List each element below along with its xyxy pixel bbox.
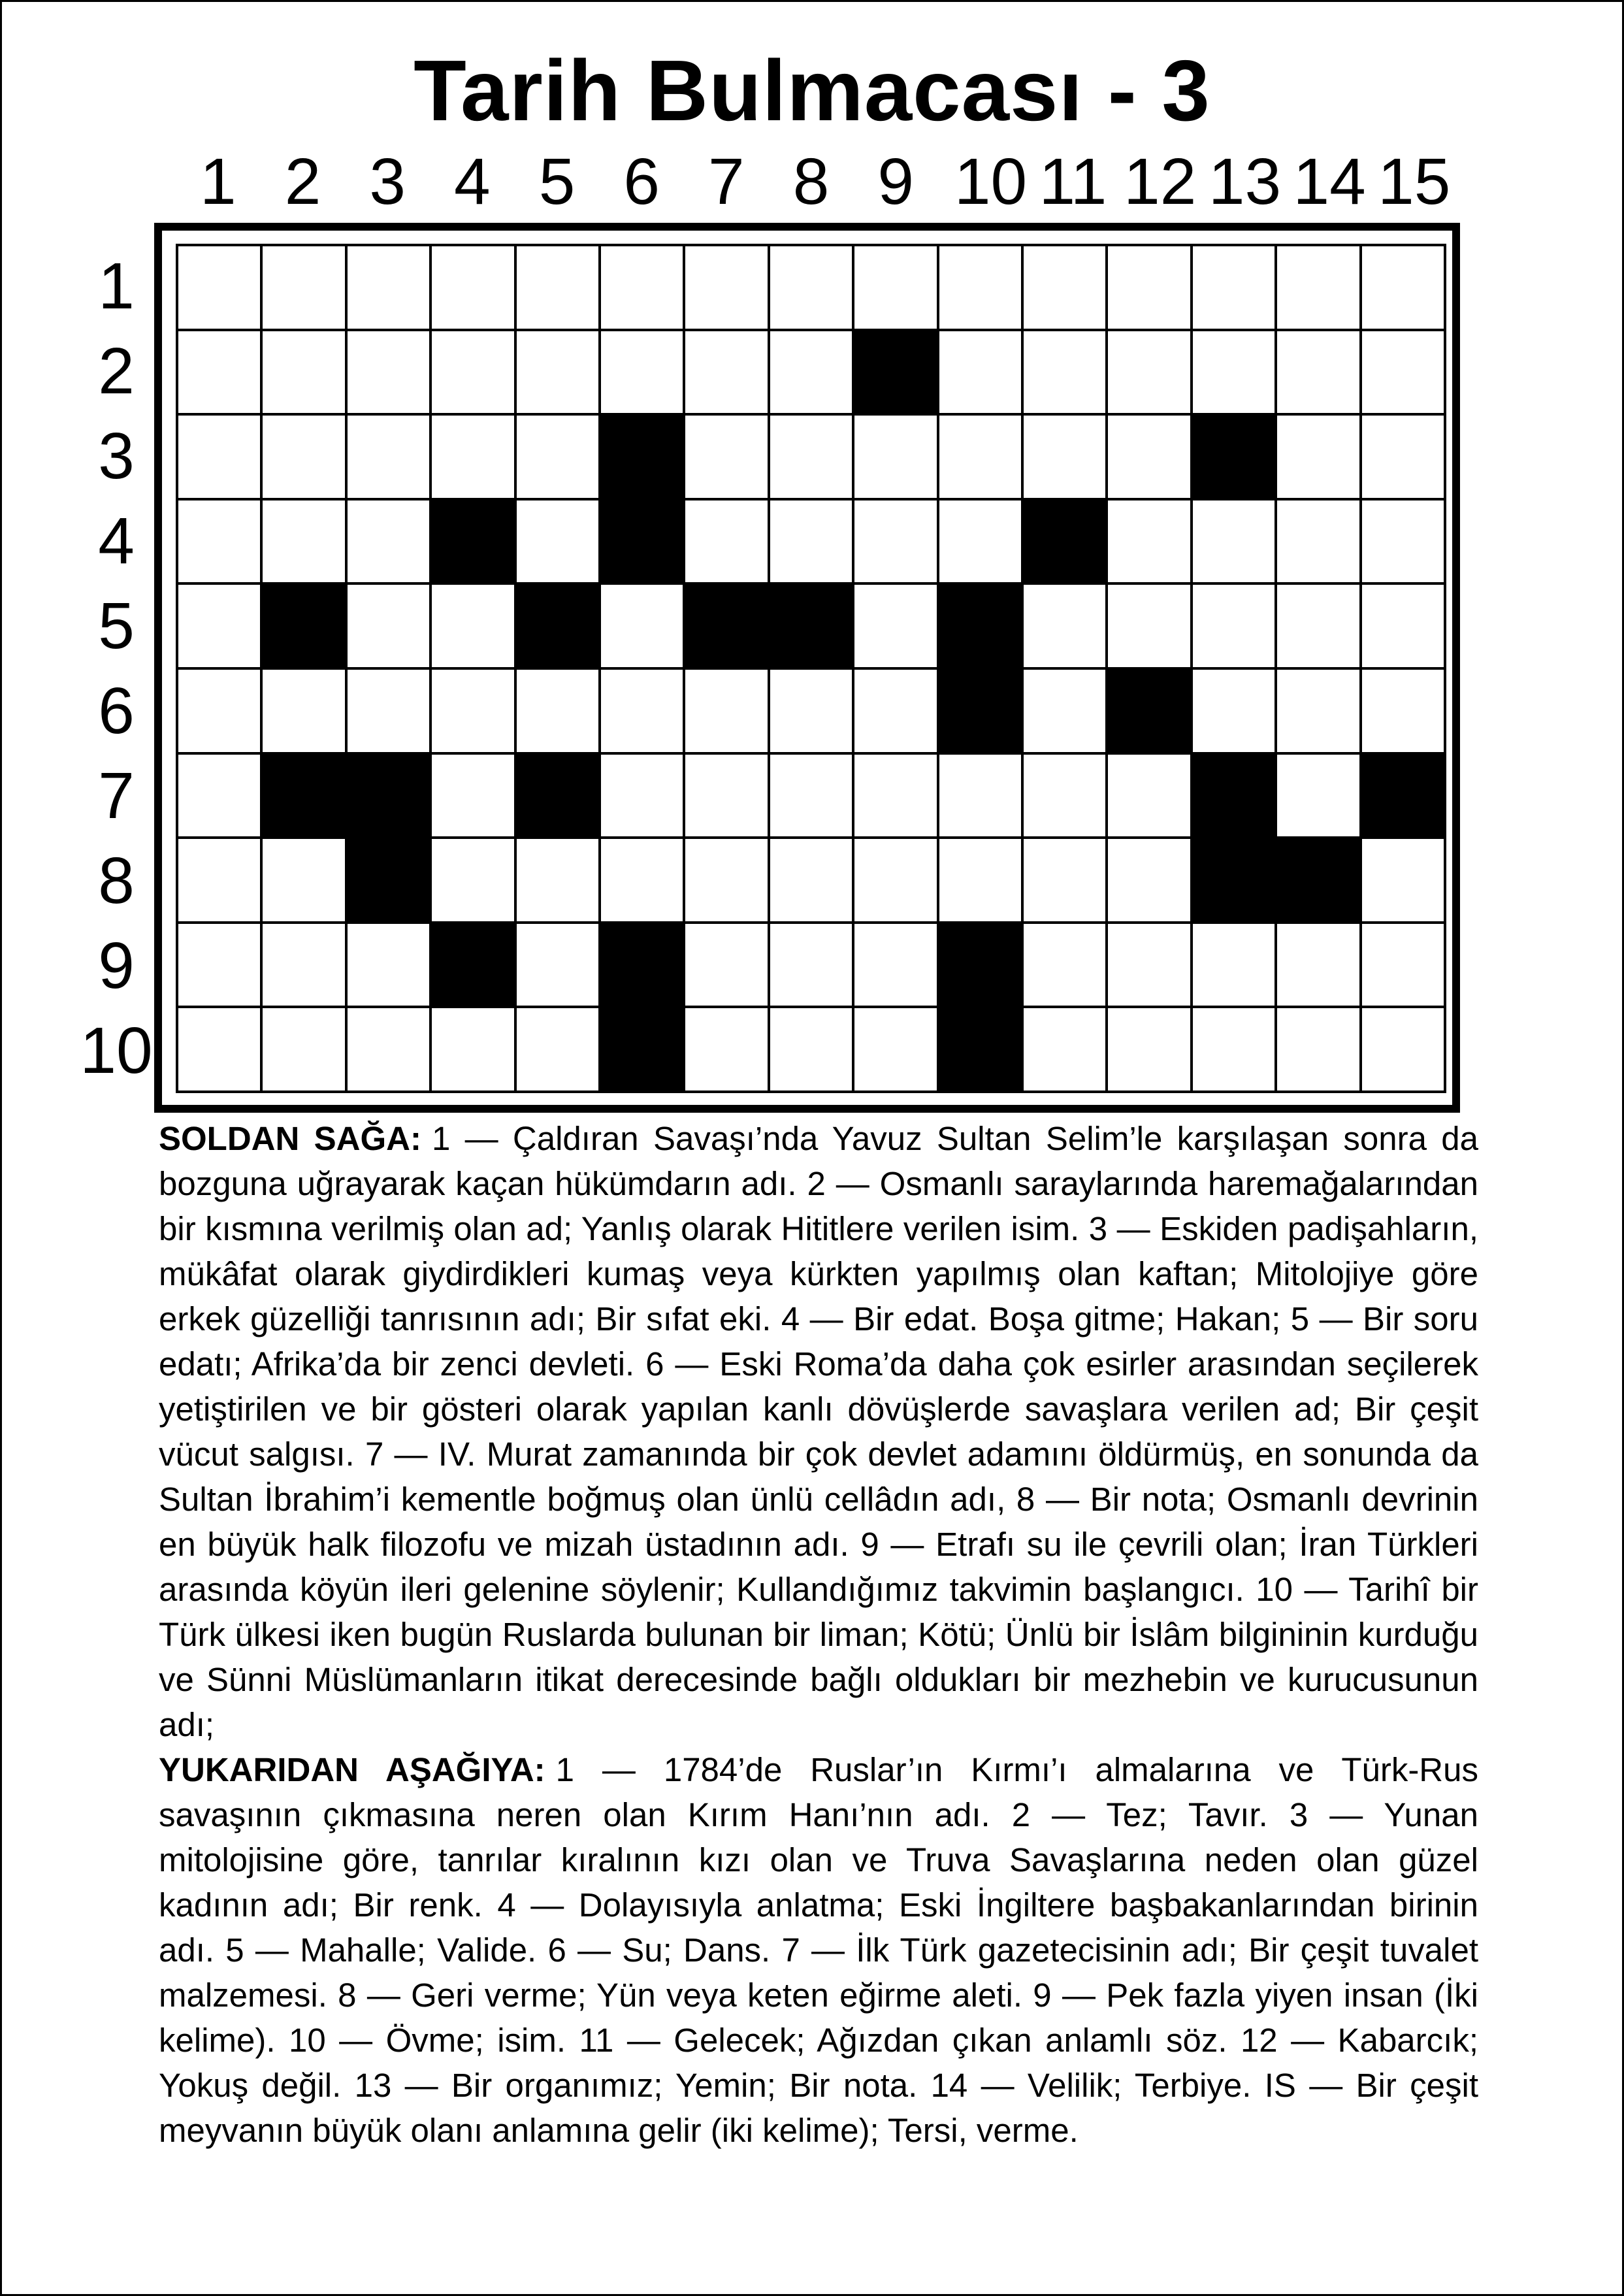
grid-cell[interactable]	[685, 670, 770, 755]
grid-cell[interactable]	[1024, 839, 1108, 924]
grid-cell[interactable]	[432, 839, 516, 924]
grid-cell[interactable]	[1108, 755, 1192, 840]
grid-cell[interactable]	[178, 924, 263, 1009]
grid-cell[interactable]	[178, 1008, 263, 1093]
grid-cell[interactable]	[1108, 839, 1192, 924]
column-number: 2	[284, 145, 321, 218]
grid-cell[interactable]	[1362, 585, 1446, 670]
grid-cell[interactable]	[854, 755, 939, 840]
row-number: 3	[98, 419, 135, 493]
grid-cell[interactable]	[348, 331, 432, 416]
clues-section	[159, 1116, 1478, 2153]
grid-cell[interactable]	[1362, 246, 1446, 331]
grid-cell[interactable]	[685, 416, 770, 500]
grid-cell-black	[854, 331, 939, 416]
grid-cell[interactable]	[1277, 585, 1361, 670]
grid-cell[interactable]	[601, 246, 685, 331]
grid-cell[interactable]	[854, 839, 939, 924]
grid-cell[interactable]	[854, 924, 939, 1009]
grid-cell[interactable]	[517, 500, 601, 585]
column-number: 3	[369, 145, 406, 218]
grid-cell[interactable]	[1277, 246, 1361, 331]
column-number: 1	[200, 145, 236, 218]
grid-cell[interactable]	[1277, 924, 1361, 1009]
grid-cell-black	[601, 416, 685, 500]
grid-cell-black	[939, 924, 1024, 1009]
grid-cell[interactable]	[1193, 246, 1277, 331]
grid-cell[interactable]	[854, 585, 939, 670]
column-number: 6	[623, 145, 660, 218]
grid-cell[interactable]	[1277, 331, 1361, 416]
grid-cell[interactable]	[178, 755, 263, 840]
grid-cell[interactable]	[178, 585, 263, 670]
grid-cell[interactable]	[432, 755, 516, 840]
grid-cell[interactable]	[1277, 670, 1361, 755]
grid-cell-black	[1193, 416, 1277, 500]
row-number: 5	[98, 589, 135, 663]
grid-cell[interactable]	[348, 670, 432, 755]
column-number: 13	[1208, 145, 1282, 218]
grid-cell[interactable]	[601, 331, 685, 416]
grid-cell[interactable]	[1193, 1008, 1277, 1093]
grid-cell-black	[601, 1008, 685, 1093]
column-number: 15	[1378, 145, 1451, 218]
grid-cell[interactable]	[1024, 755, 1108, 840]
grid-cell-black	[770, 585, 854, 670]
grid-cell[interactable]	[348, 924, 432, 1009]
grid-cell[interactable]	[432, 670, 516, 755]
grid-cell[interactable]	[1024, 1008, 1108, 1093]
puzzle-title: Tarih Bulmacası - 3	[414, 42, 1210, 139]
grid-cell-black	[348, 839, 432, 924]
grid-cell[interactable]	[1277, 500, 1361, 585]
grid-cell[interactable]	[685, 500, 770, 585]
grid-cell[interactable]	[263, 500, 347, 585]
grid-cell-black	[432, 500, 516, 585]
grid-cell[interactable]	[432, 585, 516, 670]
grid-cell[interactable]	[1108, 1008, 1192, 1093]
row-number: 2	[98, 335, 135, 408]
grid-cell-black	[263, 585, 347, 670]
grid-cell[interactable]	[1193, 670, 1277, 755]
grid-cell-black	[1024, 500, 1108, 585]
grid-cell[interactable]	[939, 500, 1024, 585]
grid-cell-black	[601, 500, 685, 585]
grid-cell[interactable]	[685, 331, 770, 416]
grid-cell[interactable]	[685, 1008, 770, 1093]
grid-cell-black	[263, 755, 347, 840]
grid-cell[interactable]	[770, 670, 854, 755]
grid-cell[interactable]	[178, 331, 263, 416]
grid-cell[interactable]	[432, 331, 516, 416]
row-number: 10	[80, 1014, 153, 1087]
grid-cell[interactable]	[1277, 416, 1361, 500]
grid-cell[interactable]	[854, 1008, 939, 1093]
grid-cell[interactable]	[854, 416, 939, 500]
grid-cell[interactable]	[348, 500, 432, 585]
grid-cell[interactable]	[770, 500, 854, 585]
grid-cell[interactable]	[178, 839, 263, 924]
grid-cell[interactable]	[348, 246, 432, 331]
grid-cell[interactable]	[939, 416, 1024, 500]
row-number: 7	[98, 759, 135, 832]
grid-cell[interactable]	[770, 331, 854, 416]
grid-cell-black	[939, 670, 1024, 755]
row-number: 8	[98, 844, 135, 917]
grid-cell[interactable]	[178, 416, 263, 500]
grid-cell[interactable]	[1108, 585, 1192, 670]
grid-cell-black	[601, 924, 685, 1009]
grid-cell-black	[517, 585, 601, 670]
grid-cell[interactable]	[1277, 1008, 1361, 1093]
column-number: 11	[1039, 145, 1107, 218]
grid-cell[interactable]	[1024, 670, 1108, 755]
grid-cell[interactable]	[1108, 416, 1192, 500]
grid-cell[interactable]	[939, 331, 1024, 416]
grid-cell[interactable]	[1024, 416, 1108, 500]
grid-cell[interactable]	[1024, 246, 1108, 331]
grid-cell-black	[432, 924, 516, 1009]
grid-cell[interactable]	[854, 670, 939, 755]
grid-cell[interactable]	[770, 416, 854, 500]
grid-cell[interactable]	[348, 416, 432, 500]
grid-cell[interactable]	[348, 1008, 432, 1093]
row-number: 9	[98, 929, 135, 1002]
grid-cell[interactable]	[517, 839, 601, 924]
grid-cell[interactable]	[601, 585, 685, 670]
grid-cell[interactable]	[432, 1008, 516, 1093]
grid-cell[interactable]	[178, 670, 263, 755]
grid-cell[interactable]	[1362, 500, 1446, 585]
grid-cell[interactable]	[1108, 246, 1192, 331]
grid-cell[interactable]	[854, 500, 939, 585]
grid-cell[interactable]	[517, 331, 601, 416]
grid-cell-black	[939, 585, 1024, 670]
column-number: 12	[1124, 145, 1197, 218]
crossword-grid	[176, 244, 1446, 1093]
column-number: 4	[454, 145, 491, 218]
grid-cell[interactable]	[432, 246, 516, 331]
grid-cell[interactable]	[770, 924, 854, 1009]
grid-cell[interactable]	[770, 839, 854, 924]
grid-cell[interactable]	[263, 331, 347, 416]
grid-cell[interactable]	[1108, 331, 1192, 416]
grid-cell[interactable]	[263, 924, 347, 1009]
grid-cell[interactable]	[939, 755, 1024, 840]
grid-cell[interactable]	[517, 246, 601, 331]
row-number: 4	[98, 504, 135, 578]
grid-cell[interactable]	[263, 1008, 347, 1093]
grid-cell[interactable]	[939, 246, 1024, 331]
grid-cell[interactable]	[685, 924, 770, 1009]
grid-cell[interactable]	[1193, 924, 1277, 1009]
grid-cell[interactable]	[517, 670, 601, 755]
grid-cell[interactable]	[685, 755, 770, 840]
grid-cell[interactable]	[178, 500, 263, 585]
grid-cell[interactable]	[1193, 331, 1277, 416]
column-number: 10	[954, 145, 1028, 218]
across-clues	[159, 1116, 1478, 1747]
grid-cell[interactable]	[1108, 924, 1192, 1009]
grid-cell[interactable]	[601, 839, 685, 924]
grid-cell[interactable]	[263, 246, 347, 331]
grid-cell[interactable]	[1024, 924, 1108, 1009]
grid-cell[interactable]	[263, 670, 347, 755]
grid-cell-black	[1108, 670, 1192, 755]
grid-cell[interactable]	[1362, 924, 1446, 1009]
grid-cell-black	[939, 1008, 1024, 1093]
across-clue-text: 1 — Çaldıran Savaşı’nda Yavuz Sultan Selim’le karşılaşan sonra da bozguna uğrayarak kaçan hükümdarın adı. 2 — Osmanlı saraylarında haremağalarından bir kısmına verilmiş olan ad; Yanlış olarak Hititlere verilen isim. 3 — Eskiden padişahların, mükâfat olarak giydirdikleri kumaş veya kürkten yapılmış olan kaftan; Mitolojiye göre erkek güzelliği tanrısının adı; Bir sıfat eki. 4 — Bir edat. Boşa gitme; Hakan; 5 — Bir soru edatı; Afrika’da bir zenci devleti. 6 — Eski Roma’da daha çok esirler arasından seçilerek yetiştirilen ve bir gösteri olarak yapılan kanlı dövüşlerde savaşlara verilen ad; Bir çeşit vücut salgısı. 7 — IV. Murat zamanında bir çok devlet adamını öldürmüş, en sonunda da Sultan İbrahim’i kementle boğmuş olan ünlü cellâdın adı, 8 — Bir nota; Osmanlı devrinin en büyük halk filozofu ve mizah üstadının adı. 9 — Etrafı su ile çevrili olan; İran Türkleri arasında köyün ileri gelenine söylenir; Kullandığımız takvimin başlangıcı. 10 — Tarihî bir Türk ülkesi iken bugün Ruslarda bulunan bir liman; Kötü; Ünlü bir İslâm bilgininin kurduğu ve Sünni Müslümanların itikat derecesinde bağlı oldukları bir mezhebin ve kurucusunun adı;	[159, 1120, 1478, 1743]
grid-cell-black	[348, 755, 432, 840]
grid-cell-black	[1193, 839, 1277, 924]
grid-cell[interactable]	[517, 924, 601, 1009]
column-number: 5	[538, 145, 576, 218]
grid-cell[interactable]	[1362, 1008, 1446, 1093]
column-number: 8	[792, 145, 830, 218]
row-number: 1	[98, 250, 135, 323]
grid-cell[interactable]	[178, 246, 263, 331]
grid-cell[interactable]	[854, 246, 939, 331]
grid-cell-black	[1277, 839, 1361, 924]
grid-cell[interactable]	[263, 839, 347, 924]
row-number: 6	[98, 674, 135, 747]
grid-cell[interactable]	[1362, 416, 1446, 500]
grid-cell[interactable]	[263, 416, 347, 500]
column-number: 7	[708, 145, 745, 218]
grid-cell[interactable]	[685, 839, 770, 924]
grid-cell[interactable]	[1362, 839, 1446, 924]
grid-cell-black	[517, 755, 601, 840]
down-clue-text: 1 — 1784’de Ruslar’ın Kırmı’ı almalarına ve Türk-Rus savaşının çıkmasına neren olan Kırım Hanı’nın adı. 2 — Tez; Tavır. 3 — Yunan mitolojisine göre, tanrılar kıralının kızı olan ve Truva Savaşlarına neden olan güzel kadının adı; Bir renk. 4 — Dolayısıyla anlatma; Eski İngiltere başbakanlarından birinin adı. 5 — Mahalle; Valide. 6 — Su; Dans. 7 — İlk Türk gazetecisinin adı; Bir çeşit tuvalet malzemesi. 8 — Geri verme; Yün veya keten eğirme aleti. 9 — Pek fazla yiyen insan (İki kelime). 10 — Övme; isim. 11 — Gelecek; Ağızdan çıkan anlamlı söz. 12 — Kabarcık; Yokuş değil. 13 — Bir organımız; Yemin; Bir nota. 14 — Velilik; Terbiye. IS — Bir çeşit meyvanın büyük olanı anlamına gelir (iki kelime); Tersi, verme.	[159, 1751, 1478, 2149]
grid-cell[interactable]	[1108, 500, 1192, 585]
grid-cell[interactable]	[770, 1008, 854, 1093]
grid-cell[interactable]	[1362, 331, 1446, 416]
grid-cell[interactable]	[601, 755, 685, 840]
grid-cell-black	[1362, 755, 1446, 840]
across-heading: SOLDAN SAĞA:	[159, 1120, 421, 1157]
grid-cell[interactable]	[348, 585, 432, 670]
grid-cell[interactable]	[517, 416, 601, 500]
grid-cell[interactable]	[601, 670, 685, 755]
grid-cell[interactable]	[685, 246, 770, 331]
column-number: 9	[877, 145, 914, 218]
grid-cell[interactable]	[517, 1008, 601, 1093]
grid-cell-black	[1193, 755, 1277, 840]
grid-cell[interactable]	[432, 416, 516, 500]
down-heading: YUKARIDAN AŞAĞIYA:	[159, 1751, 545, 1788]
grid-cell[interactable]	[1193, 585, 1277, 670]
grid-cell[interactable]	[770, 755, 854, 840]
grid-cell[interactable]	[939, 839, 1024, 924]
grid-cell[interactable]	[1024, 331, 1108, 416]
grid-cell[interactable]	[1024, 585, 1108, 670]
down-clues	[159, 1747, 1478, 2153]
grid-cell[interactable]	[1362, 670, 1446, 755]
column-number: 14	[1293, 145, 1366, 218]
grid-cell[interactable]	[1193, 500, 1277, 585]
grid-cell[interactable]	[770, 246, 854, 331]
grid-cell-black	[685, 585, 770, 670]
grid-cell[interactable]	[1277, 755, 1361, 840]
